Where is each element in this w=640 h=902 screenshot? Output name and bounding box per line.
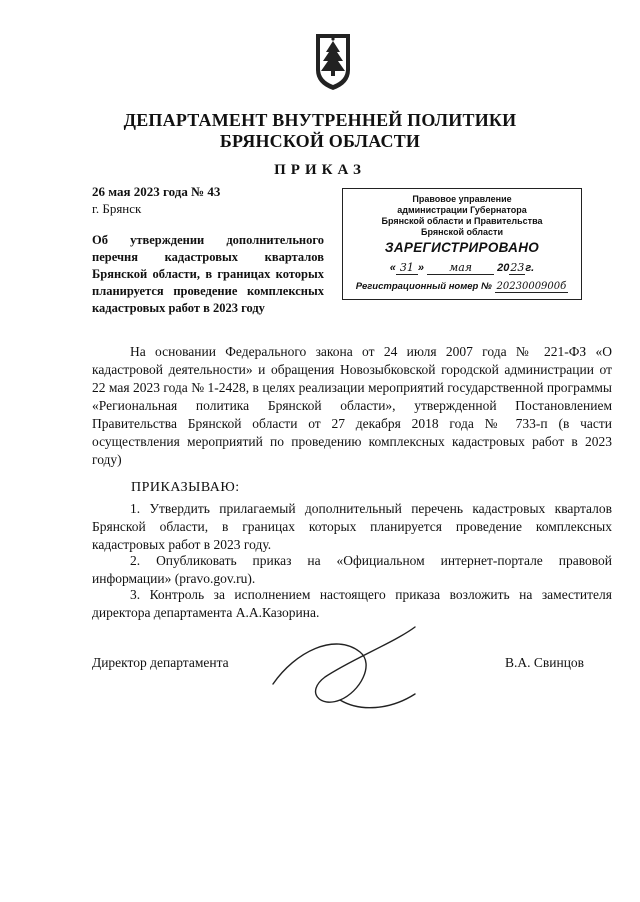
order-word: ПРИКАЗЫВАЮ: bbox=[131, 480, 240, 495]
handwritten-signature bbox=[265, 622, 425, 722]
order-date-number: 26 мая 2023 года № 43 bbox=[92, 184, 221, 199]
stamp-year-prefix: 20 bbox=[497, 262, 510, 274]
stamp-number-label: Регистрационный номер № bbox=[355, 281, 492, 292]
stamp-number-line bbox=[343, 281, 581, 292]
order-item-3: 3. Контроль за исполнением настоящего приказа возложить на заместителя директора департамента А.А.Казорина. bbox=[92, 587, 612, 620]
order-preamble: На основании Федерального закона от 24 июля 2007 года № 221-ФЗ «О кадастровой деятельности» и обращения Новозыбковской городской администрации от 22 мая 2023 года № 1-2428, в целях реализации мероприятий государственной программы «Региональная политика Брянской области», утвержденной Постановлением Правительства Брянской области от 27 декабря 2018 года № 733-п (в части осуществления мероприятий по проведению комплексных кадастровых работ в 2023 году) bbox=[92, 344, 612, 467]
order-subject: Об утверждении дополнительного перечня кадастровых кварталов Брянской области, в границах которых планируется проведение комплексных кадастровых работ в 2023 году bbox=[92, 233, 324, 315]
stamp-registered-label: ЗАРЕГИСТРИРОВАНО bbox=[384, 240, 540, 255]
order-item-2: 2. Опубликовать приказ на «Официальном интернет-портале правовой информации» (pravo.gov.ru). bbox=[92, 553, 612, 586]
signatory-title: Директор департамента bbox=[92, 655, 229, 670]
stamp-number-value: 2023000900б bbox=[496, 281, 567, 292]
stamp-org-line3: Брянской области и Правительства bbox=[381, 216, 543, 226]
coat-of-arms-emblem bbox=[312, 30, 354, 92]
stamp-year-end: г. bbox=[525, 262, 535, 274]
stamp-year-suffix: 23 bbox=[510, 261, 525, 274]
department-title-line2: БРЯНСКОЙ ОБЛАСТИ bbox=[219, 131, 421, 151]
stamp-org-line1: Правовое управление bbox=[412, 194, 512, 204]
department-title bbox=[0, 110, 640, 152]
department-title-line1: ДЕПАРТАМЕНТ ВНУТРЕННЕЙ ПОЛИТИКИ bbox=[123, 110, 517, 130]
order-item-1: 1. Утвердить прилагаемый дополнительный перечень кадастровых кварталов Брянской области, в границах которых планируется проведение комплексных кадастровых работ в 2023 году. bbox=[92, 501, 612, 552]
signatory-name: В.А. Свинцов bbox=[505, 655, 585, 670]
stamp-org-line4: Брянской области bbox=[421, 227, 503, 237]
registration-stamp bbox=[342, 188, 582, 300]
stamp-date-line: « 31 » мая 2023г. bbox=[389, 261, 535, 274]
stamp-month: мая bbox=[427, 261, 494, 275]
stamp-organization bbox=[343, 194, 581, 238]
document-type-heading: ПРИКАЗ bbox=[274, 162, 366, 178]
order-city: г. Брянск bbox=[92, 201, 142, 216]
document-meta bbox=[92, 183, 220, 217]
stamp-day: 31 bbox=[396, 261, 418, 275]
stamp-org-line2: администрации Губернатора bbox=[397, 205, 527, 215]
